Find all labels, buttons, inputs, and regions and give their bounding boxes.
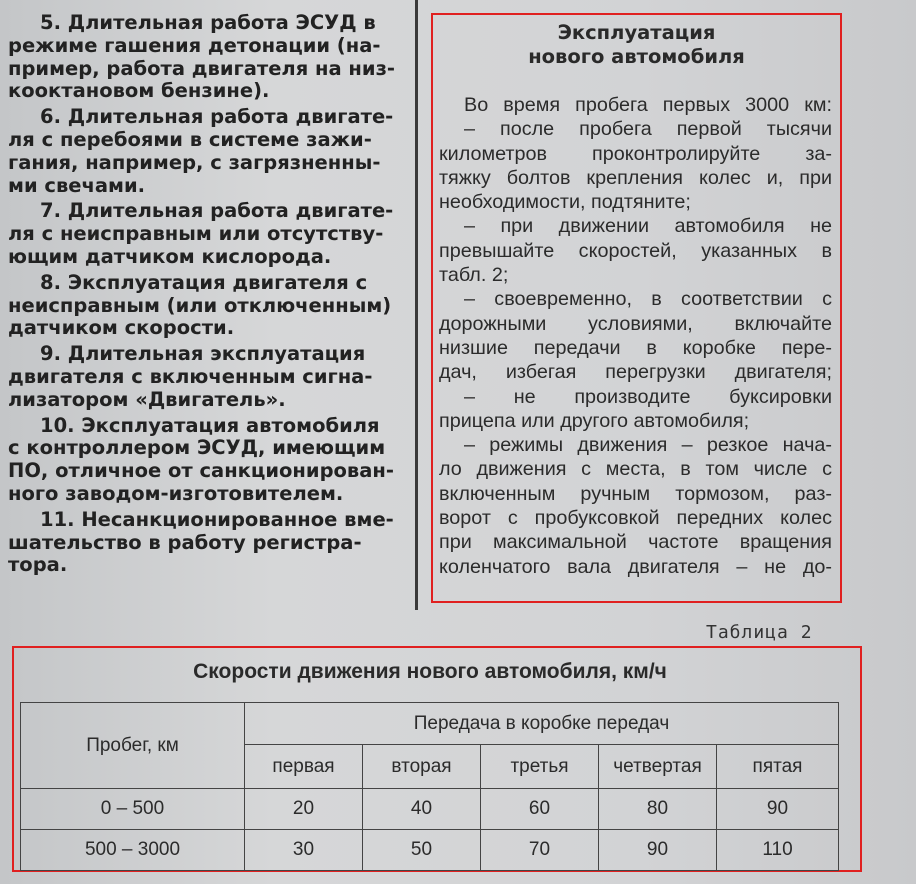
text-line: необходимости, подтяните; bbox=[439, 191, 691, 214]
text-line: датчиком скорости. bbox=[8, 316, 235, 340]
left-column bbox=[8, 12, 406, 580]
highlighted-section-new-car-operation bbox=[431, 13, 842, 603]
section-title-line: нового автомобиля bbox=[528, 45, 745, 68]
text-line: кооктановом бензине). bbox=[8, 79, 270, 103]
text-line: – своевременно, в соответствии с bbox=[464, 288, 832, 311]
table-header-gear: третья bbox=[481, 745, 599, 789]
table-cell: 20 bbox=[245, 789, 363, 830]
table-cell: 90 bbox=[599, 830, 717, 871]
text-line: 8. Эксплуатация двигателя с bbox=[40, 270, 368, 294]
table-header-gearbox: Передача в коробке передач bbox=[245, 703, 839, 745]
text-line: – при движении автомобиля не bbox=[464, 215, 832, 238]
section-body bbox=[439, 93, 832, 579]
section-title bbox=[433, 21, 840, 69]
text-line: дач, избегая перегрузки двигателя; bbox=[439, 361, 832, 384]
text-line: дорожными условиями, включайте bbox=[439, 312, 832, 335]
table-caption: Таблица 2 bbox=[706, 622, 813, 643]
text-line: ющим датчиком кислорода. bbox=[8, 244, 332, 268]
list-item bbox=[8, 106, 406, 197]
list-item bbox=[8, 509, 406, 577]
text-line: превышайте скоростей, указанных в bbox=[439, 239, 832, 262]
table-cell: 30 bbox=[245, 830, 363, 871]
table-header-gear: вторая bbox=[363, 745, 481, 789]
text-line: прицепа или другого автомобиля; bbox=[439, 409, 750, 432]
text-line: ло движения с места, в том числе с bbox=[439, 458, 832, 481]
table-header-gear: первая bbox=[245, 745, 363, 789]
text-line: 9. Длительная эксплуатация bbox=[40, 342, 366, 366]
text-line: – после пробега первой тысячи bbox=[464, 118, 832, 141]
text-line: двигателя с включенным сигна- bbox=[8, 364, 373, 388]
text-line: тора. bbox=[8, 553, 68, 577]
table-row bbox=[21, 830, 839, 871]
table-cell: 110 bbox=[717, 830, 839, 871]
text-line: Во время пробега первых 3000 км: bbox=[464, 94, 832, 116]
text-line: ворот с пробуксовкой передних колес bbox=[439, 507, 832, 530]
text-line: ми свечами. bbox=[8, 173, 146, 197]
text-line: пример, работа двигателя на низ- bbox=[8, 56, 395, 80]
text-line: коленчатого вала двигателя – не до- bbox=[439, 555, 832, 578]
table-row bbox=[21, 789, 839, 830]
text-line: 11. Несанкционированное вме- bbox=[40, 507, 394, 531]
table-header-gear: пятая bbox=[717, 745, 839, 789]
table-cell: 70 bbox=[481, 830, 599, 871]
list-item bbox=[8, 272, 406, 340]
list-item bbox=[8, 415, 406, 506]
table-cell: 50 bbox=[363, 830, 481, 871]
text-line: шательство в работу регистра- bbox=[8, 530, 362, 554]
text-line: – режимы движения – резкое нача- bbox=[464, 434, 832, 457]
text-line: ПО, отличное от санкционирован- bbox=[8, 459, 394, 483]
speed-table bbox=[20, 702, 839, 871]
table-cell: 40 bbox=[363, 789, 481, 830]
text-line: табл. 2; bbox=[439, 264, 509, 287]
text-line: включенным ручным тормозом, раз- bbox=[439, 482, 832, 505]
list-item bbox=[8, 200, 406, 268]
text-line: неисправным (или отключенным) bbox=[8, 293, 392, 317]
table-header-gear: четвертая bbox=[599, 745, 717, 789]
table-title: Скорости движения нового автомобиля, км/ч bbox=[193, 660, 667, 683]
table-cell: 90 bbox=[717, 789, 839, 830]
text-line: 6. Длительная работа двигате- bbox=[40, 105, 394, 129]
table-cell: 80 bbox=[599, 789, 717, 830]
text-line: при максимальной частоте вращения bbox=[439, 531, 832, 554]
column-divider bbox=[415, 0, 418, 610]
text-line: ного заводом-изготовителем. bbox=[8, 481, 344, 505]
list-item bbox=[8, 12, 406, 103]
text-line: 10. Эксплуатация автомобиля bbox=[40, 413, 380, 437]
list-item bbox=[8, 343, 406, 411]
text-line: 7. Длительная работа двигате- bbox=[40, 199, 394, 223]
text-line: лизатором «Двигатель». bbox=[8, 387, 286, 411]
text-line: ля с неисправным или отсутству- bbox=[8, 222, 384, 246]
text-line: – не производите буксировки bbox=[464, 385, 832, 408]
text-line: тяжку болтов крепления колес и, при bbox=[439, 166, 832, 189]
text-line: 5. Длительная работа ЭСУД в bbox=[40, 11, 376, 34]
table-cell-mileage: 500 – 3000 bbox=[21, 830, 245, 871]
highlighted-speed-table bbox=[12, 646, 862, 872]
text-line: гания, например, с загрязненны- bbox=[8, 150, 381, 174]
section-title-line: Эксплуатация bbox=[557, 21, 716, 44]
text-line: километров проконтролируйте за- bbox=[439, 142, 832, 165]
text-line: с контроллером ЭСУД, имеющим bbox=[8, 436, 386, 460]
text-line: ля с перебоями в системе зажи- bbox=[8, 127, 372, 151]
table-header-mileage: Пробег, км bbox=[21, 703, 245, 789]
text-line: режиме гашения детонации (на- bbox=[8, 33, 381, 57]
table-cell-mileage: 0 – 500 bbox=[21, 789, 245, 830]
table-cell: 60 bbox=[481, 789, 599, 830]
text-line: низшие передачи в коробке пере- bbox=[439, 336, 832, 359]
